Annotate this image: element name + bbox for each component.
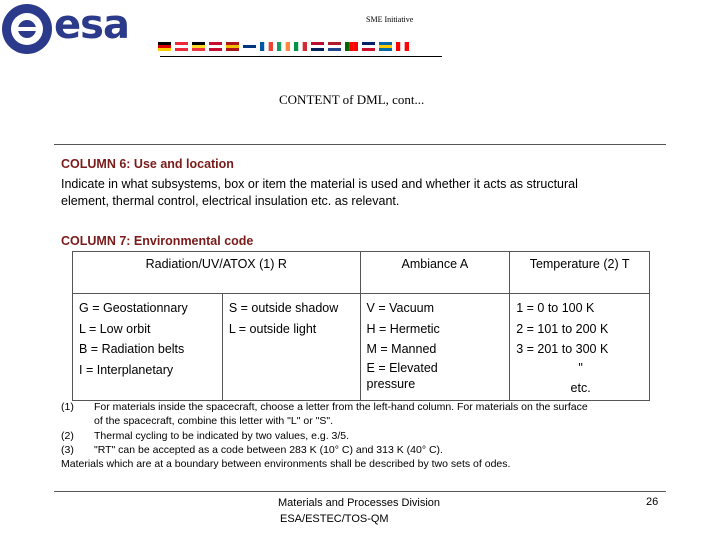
code-item: L = outside light: [228, 321, 317, 336]
footnote-number: (2): [61, 429, 74, 442]
footnote-text: Thermal cycling to be indicated by two values, e.g. 3/5.: [94, 429, 350, 442]
header-rule: [160, 56, 442, 57]
code-item: 2 = 101 to 200 K: [516, 321, 609, 336]
code-item: S = outside shadow: [228, 301, 339, 315]
slide-title: CONTENT of DML, cont...: [279, 92, 425, 107]
code-item: G = Geostationnary: [79, 301, 188, 315]
flag-icon: [260, 42, 273, 51]
code-item: 3 = 201 to 300 K: [516, 342, 609, 356]
footnote-text: of the spacecraft, combine this letter with "L" or "S".: [94, 415, 334, 428]
header-temperature: Temperature (2) T: [510, 252, 650, 294]
footnote: [61, 414, 671, 428]
light-codes: [222, 294, 360, 401]
column6-line: element, thermal control, electrical insulation etc. as relevant.: [61, 194, 400, 208]
footnote-text: For materials inside the spacecraft, choose a letter from the left-hand column. For materials on the surface: [94, 401, 588, 413]
flag-icon: [243, 42, 256, 51]
header-radiation: Radiation/UV/ATOX (1) R: [73, 252, 361, 294]
member-state-flags: [158, 42, 409, 52]
ambiance-codes: [360, 294, 510, 401]
footer-text: [278, 496, 440, 527]
code-item: H = Hermetic: [366, 321, 440, 336]
footer-department: ESA/ESTEC/TOS-QM: [280, 512, 389, 525]
column6-line: Indicate in what subsystems, box or item the material is used and whether it acts as structural: [61, 177, 578, 191]
flag-icon: [311, 42, 324, 51]
code-item: pressure: [366, 376, 416, 391]
header-ambiance: Ambiance A: [360, 252, 510, 294]
footnote-number: [61, 414, 94, 428]
column7-heading: COLUMN 7: Environmental code: [61, 234, 254, 248]
code-item: 1 = 0 to 100 K: [516, 301, 595, 315]
flag-icon: [379, 42, 392, 51]
logo-text: esa: [54, 2, 129, 48]
environment-code-table: [72, 251, 650, 401]
esa-logo: [0, 0, 160, 58]
flag-icon: [226, 42, 239, 51]
radiation-codes: [73, 294, 223, 401]
code-item: V = Vacuum: [366, 301, 435, 315]
column6-description: [61, 176, 661, 210]
column6-heading: COLUMN 6: Use and location: [61, 157, 234, 171]
footnotes: [61, 400, 671, 471]
divider-bottom: [54, 491, 666, 492]
flag-icon: [175, 42, 188, 51]
footer-division: Materials and Processes Division: [278, 497, 441, 509]
flag-icon: [294, 42, 307, 51]
code-item: etc.: [570, 380, 591, 395]
flag-icon: [158, 42, 171, 51]
flag-icon: [277, 42, 290, 51]
divider-top: [54, 144, 666, 145]
code-item: E = Elevated: [366, 360, 438, 375]
footnote-closing: Materials which are at a boundary between environments shall be described by two sets of odes.: [61, 458, 511, 471]
table-header-row: [73, 252, 650, 294]
code-item: ": [578, 360, 583, 375]
code-item: B = Radiation belts: [79, 342, 185, 356]
temperature-codes: [510, 294, 650, 401]
flag-icon: [209, 42, 222, 51]
code-item: L = Low orbit: [79, 321, 151, 336]
footnote-number: (3): [61, 443, 74, 456]
flag-icon: [396, 42, 409, 51]
footnote: [61, 429, 671, 443]
flag-icon: [328, 42, 341, 51]
footnote-text: "RT" can be accepted as a code between 283 K (10° C) and 313 K (40° C).: [94, 443, 443, 456]
footnote-number: (1): [61, 401, 74, 413]
footnote: [61, 400, 671, 414]
header-label: SME Initiative: [366, 15, 414, 24]
flag-icon: [362, 42, 375, 51]
esa-emblem-icon: [0, 0, 56, 58]
table-row: [73, 294, 650, 401]
footnote: [61, 443, 671, 457]
flag-icon: [345, 42, 358, 51]
page-number: 26: [646, 496, 659, 508]
flag-icon: [192, 42, 205, 51]
code-item: I = Interplanetary: [79, 362, 174, 377]
code-item: M = Manned: [366, 342, 437, 356]
